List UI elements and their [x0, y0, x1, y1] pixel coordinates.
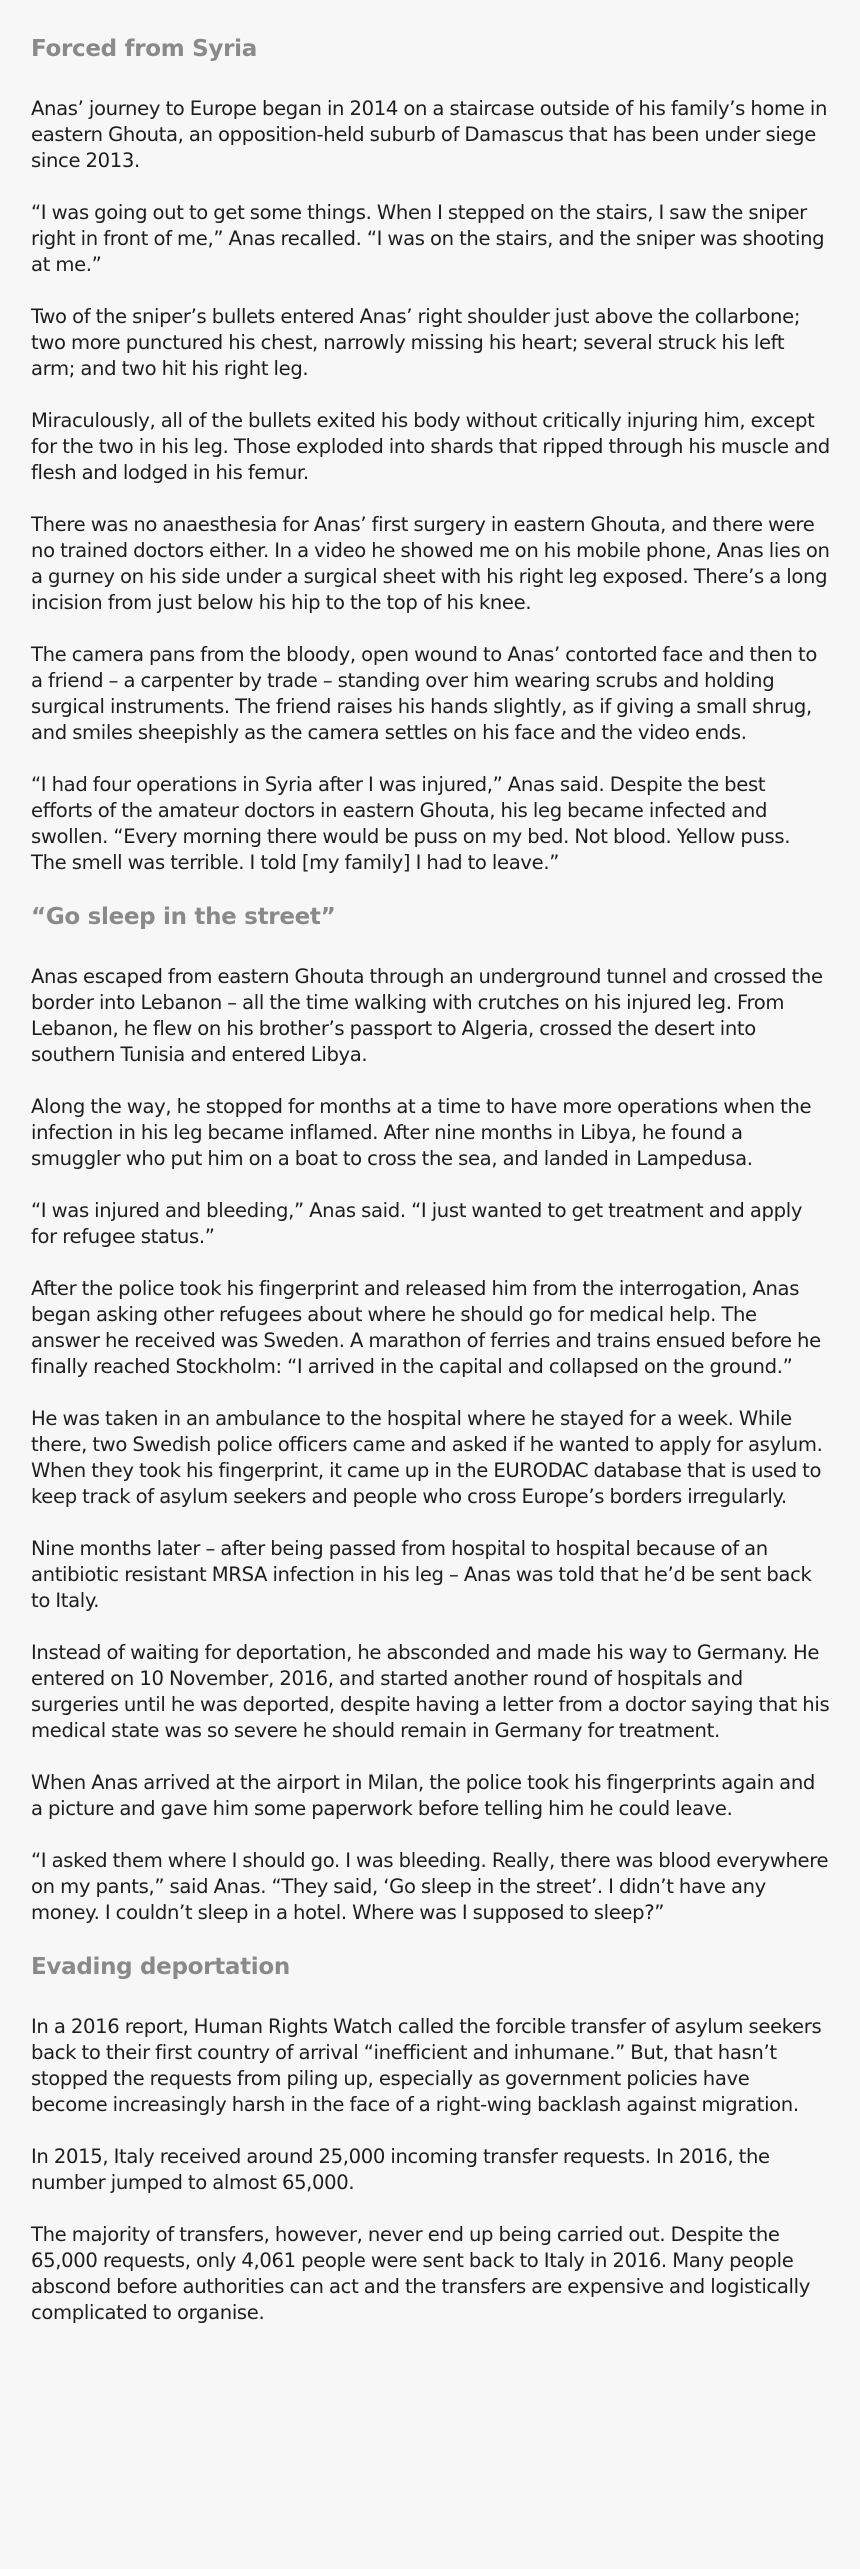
paragraph: In 2015, Italy received around 25,000 incoming transfer requests. In 2016, the number jumped to almost 65,000. — [31, 2145, 770, 2194]
paragraph: When Anas arrived at the airport in Milan, the police took his fingerprints again and a picture and gave him some paperwork before telling him he could leave. — [31, 1771, 815, 1820]
paragraph: The majority of transfers, however, never end up being carried out. Despite the 65,000 requests, only 4,061 people were sent back to Italy in 2016. Many people abscond before authorities can act and the transfers are expensive and logistically complicated to organise. — [31, 2223, 810, 2324]
paragraph: In a 2016 report, Human Rights Watch called the forcible transfer of asylum seekers back to their first country of arrival “inefficient and inhumane.” But, that hasn’t stopped the requests from piling up, especially as government policies have become increasingly harsh in the face of a right-wing backlash against migration. — [31, 2015, 822, 2116]
section-heading-evading-deportation: Evading deportation — [31, 1954, 290, 1980]
section-heading-forced-from-syria: Forced from Syria — [31, 36, 257, 62]
paragraph: “I asked them where I should go. I was bleeding. Really, there was blood everywhere on my pants,” said Anas. “They said, ‘Go sleep in the street’. I didn’t have any money. I couldn’t sleep in a hotel. Where was I supposed to sleep?” — [31, 1849, 829, 1924]
paragraph: Anas’ journey to Europe began in 2014 on a staircase outside of his family’s home in eastern Ghouta, an opposition-held suburb of Damascus that has been under siege since 2013. — [31, 97, 828, 172]
paragraph: Two of the sniper’s bullets entered Anas’ right shoulder just above the collarbone; two more punctured his chest, narrowly missing his heart; several struck his left arm; and two hit his right leg. — [31, 305, 801, 380]
paragraph: Instead of waiting for deportation, he absconded and made his way to Germany. He entered on 10 November, 2016, and started another round of hospitals and surgeries until he was deported, despite having a letter from a doctor saying that his medical state was so severe he should remain in Germany for treatment. — [31, 1641, 830, 1742]
paragraph: Nine months later – after being passed from hospital to hospital because of an antibiotic resistant MRSA infection in his leg – Anas was told that he’d be sent back to Italy. — [31, 1537, 812, 1612]
paragraph: Anas escaped from eastern Ghouta through an underground tunnel and crossed the border into Lebanon – all the time walking with crutches on his injured leg. From Lebanon, he flew on his brother’s passport to Algeria, crossed the desert into southern Tunisia and entered Libya. — [31, 965, 823, 1066]
paragraph: “I had four operations in Syria after I was injured,” Anas said. Despite the best efforts of the amateur doctors in eastern Ghouta, his leg became infected and swollen. “Every morning there would be puss on my bed. Not blood. Yellow puss. The smell was terrible. I told [my family] I had to leave.” — [31, 773, 791, 874]
paragraph: Along the way, he stopped for months at a time to have more operations when the infection in his leg became inflamed. After nine months in Libya, he found a smuggler who put him on a boat to cross the sea, and landed in Lampedusa. — [31, 1095, 812, 1170]
paragraph: There was no anaesthesia for Anas’ first surgery in eastern Ghouta, and there were no trained doctors either. In a video he showed me on his mobile phone, Anas lies on a gurney on his side under a surgical sheet with his right leg exposed. There’s a long incision from just below his hip to the top of his knee. — [31, 513, 830, 614]
paragraph: He was taken in an ambulance to the hospital where he stayed for a week. While there, two Swedish police officers came and asked if he wanted to apply for asylum. When they took his fingerprint, it came up in the EURODAC database that is used to keep track of asylum seekers and people who cross Europe’s borders irregularly. — [31, 1407, 823, 1508]
paragraph: “I was injured and bleeding,” Anas said. “I just wanted to get treatment and apply for refugee status.” — [31, 1199, 803, 1248]
paragraph: After the police took his fingerprint and released him from the interrogation, Anas began asking other refugees about where he should go for medical help. The answer he received was Sweden. A marathon of ferries and trains ensued before he finally reached Stockholm: “I arrived in the capital and collapsed on the ground.” — [31, 1277, 821, 1378]
paragraph: Miraculously, all of the bullets exited his body without critically injuring him, except for the two in his leg. Those exploded into shards that ripped through his muscle and flesh and lodged in his femur. — [31, 409, 830, 484]
section-heading-go-sleep-in-the-street: “Go sleep in the street” — [31, 904, 336, 930]
paragraph: The camera pans from the bloody, open wound to Anas’ contorted face and then to a friend – a carpenter by trade – standing over him wearing scrubs and holding surgical instruments. The friend raises his hands slightly, as if giving a small shrug, and smiles sheepishly as the camera settles on his face and the video ends. — [31, 643, 817, 744]
paragraph: “I was going out to get some things. When I stepped on the stairs, I saw the sniper right in front of me,” Anas recalled. “I was on the stairs, and the sniper was shooting at me.” — [31, 201, 825, 276]
